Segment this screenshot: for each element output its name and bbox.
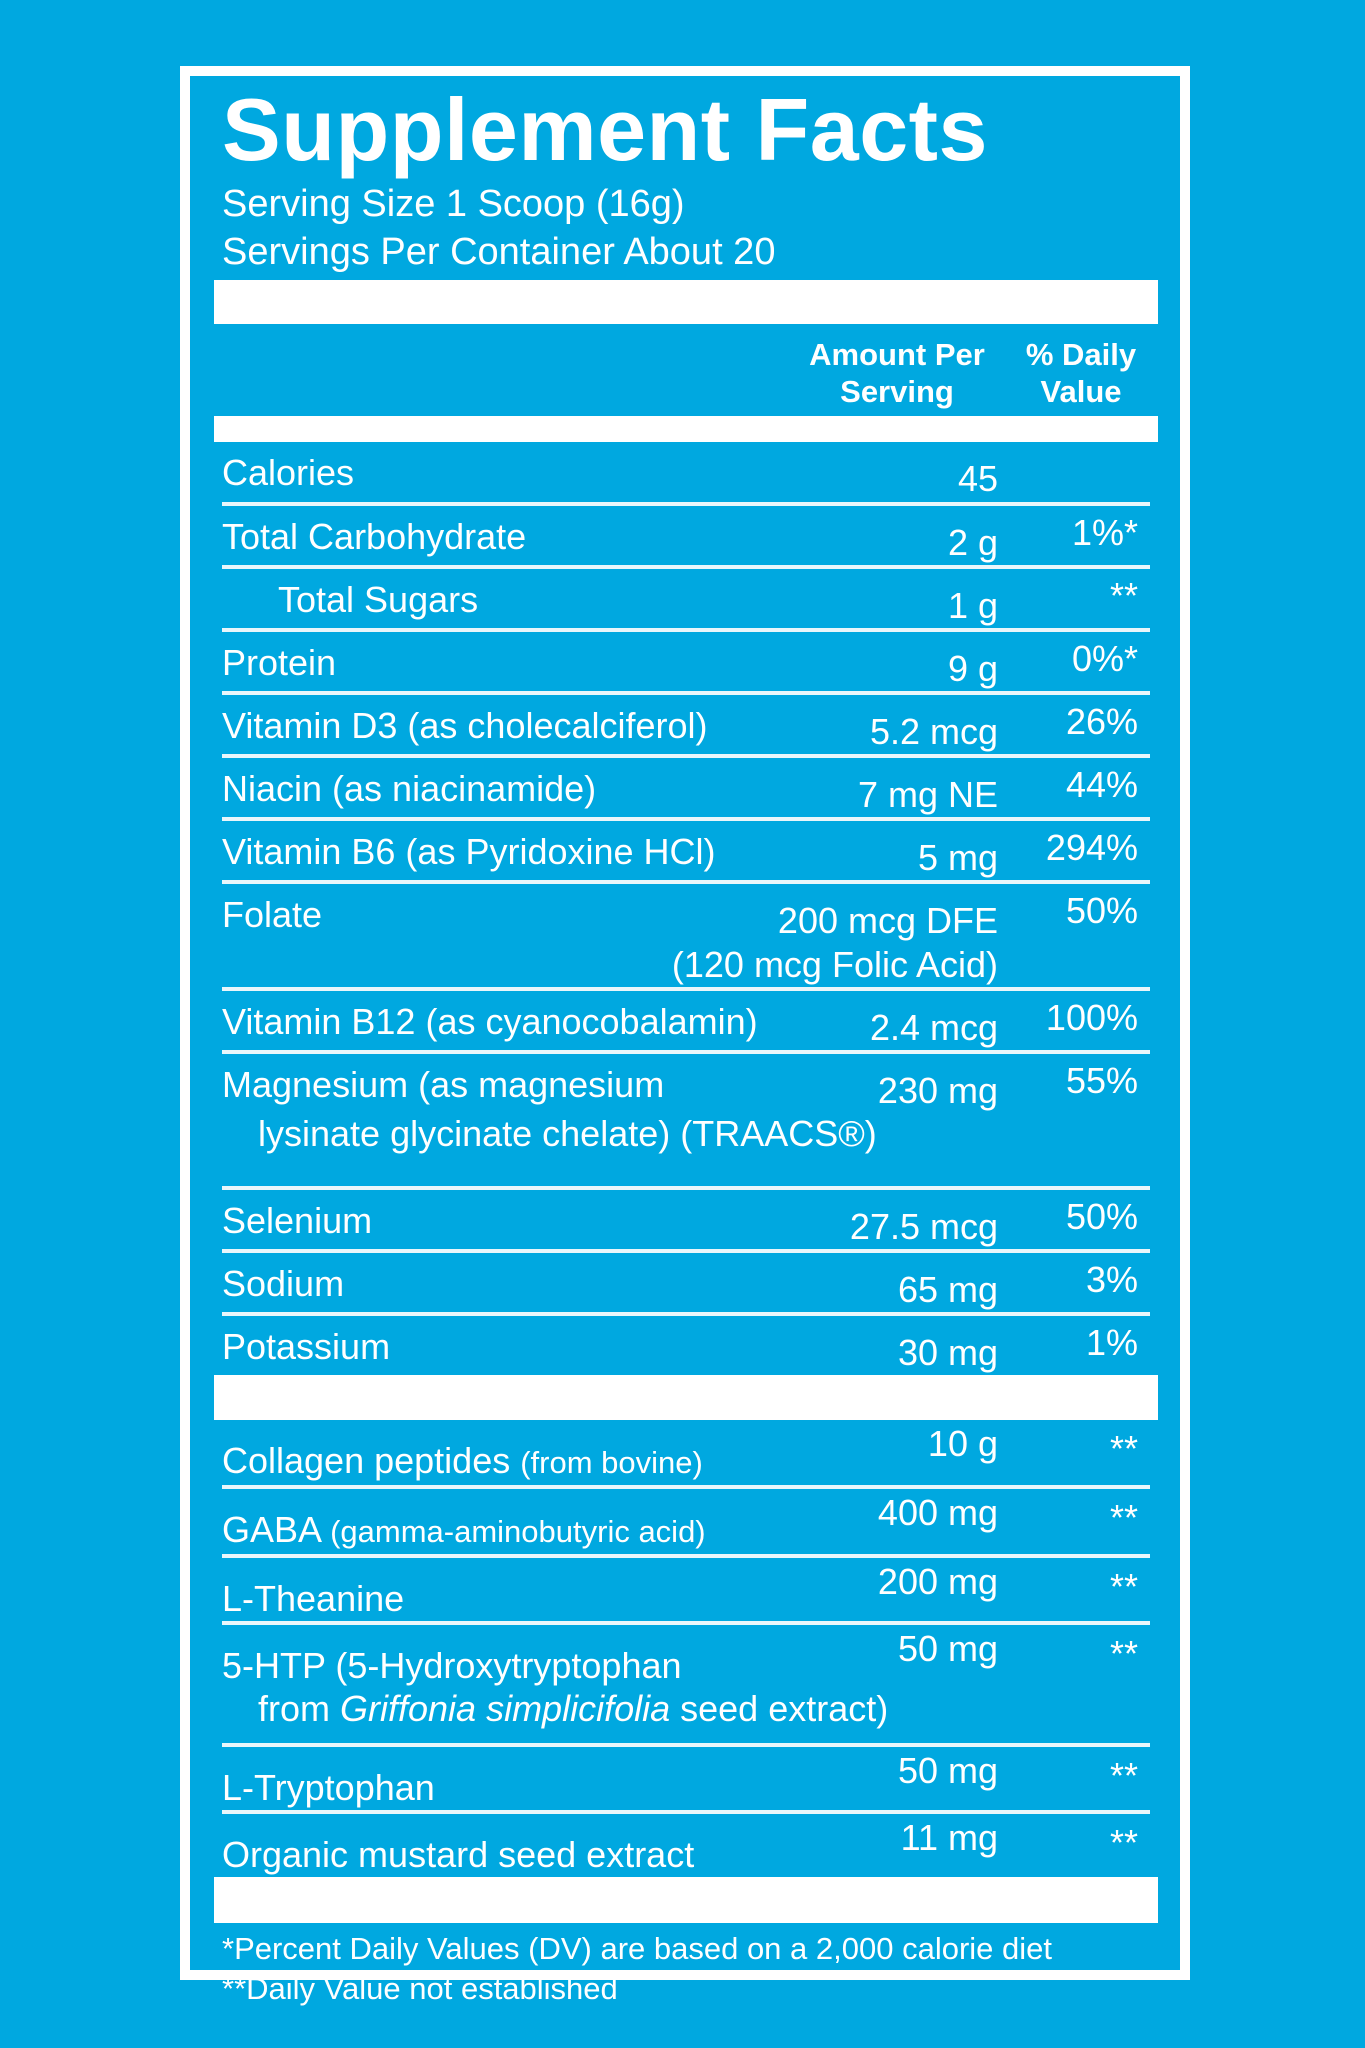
amount-value: 50 mg	[897, 1750, 998, 1791]
nutrient-name-text: L-Tryptophan	[222, 1767, 435, 1808]
amount-value: 11 mg	[900, 1817, 998, 1858]
botanical-row	[222, 1621, 1150, 1743]
daily-value: 1%*	[1071, 512, 1138, 553]
nutrient-row	[222, 754, 1150, 817]
amount-cell	[782, 821, 1012, 880]
nutrient-name	[222, 1625, 782, 1688]
species-name-italic: Griffonia simplicifolia	[340, 1688, 671, 1729]
nutrient-name	[222, 1054, 782, 1113]
nutrient-name-text: Total Carbohydrate	[222, 516, 527, 557]
amount-value: 200 mg	[877, 1561, 998, 1602]
header-spacer	[222, 336, 782, 416]
nutrient-name-text: GABA	[222, 1509, 321, 1550]
nutrient-name-text: Calories	[222, 452, 355, 493]
nutrient-name	[222, 632, 782, 691]
nutrient-name-subtext: (gamma-aminobutyric acid)	[330, 1514, 706, 1549]
nutrient-row	[222, 1249, 1150, 1312]
botanical-row	[222, 1485, 1150, 1554]
amount-cell	[782, 1814, 1012, 1877]
amount-value-line2: (120 mcg Folic Acid)	[671, 944, 998, 985]
nutrient-name	[222, 758, 782, 817]
nutrient-name	[222, 1814, 782, 1877]
nutrient-table	[222, 442, 1150, 1375]
supplement-facts-panel	[180, 66, 1190, 2006]
botanical-row	[222, 1420, 1150, 1485]
nutrient-row	[222, 502, 1150, 565]
amount-value: 65 mg	[897, 1269, 998, 1310]
nutrient-name	[222, 1558, 782, 1621]
nutrient-name-text: Sodium	[222, 1263, 345, 1304]
nutrient-name	[222, 569, 782, 628]
amount-value: 27.5 mcg	[849, 1206, 998, 1247]
daily-value: 3%	[1085, 1259, 1138, 1300]
amount-cell	[782, 1625, 1012, 1688]
amount-cell	[782, 1420, 1012, 1485]
amount-value: 7 mg NE	[857, 774, 998, 815]
amount-value: 30 mg	[897, 1332, 998, 1373]
amount-cell	[782, 1747, 1012, 1810]
amount-value: 50 mg	[897, 1628, 998, 1669]
daily-value: 100%	[1045, 997, 1138, 1038]
amount-value: 5 mg	[917, 837, 998, 878]
dv-header-line2: Value	[1040, 374, 1122, 409]
botanical-row	[222, 1554, 1150, 1621]
daily-value: **	[1109, 1633, 1138, 1674]
amount-cell	[782, 1054, 1012, 1113]
nutrient-name	[222, 1747, 782, 1810]
footnote-not-established: **Daily Value not established	[222, 1971, 618, 2006]
nutrient-name-text: L-Theanine	[222, 1578, 405, 1619]
servings-per-container: Servings Per Container About 20	[222, 231, 776, 273]
nutrient-name	[222, 1420, 782, 1485]
amount-cell	[782, 506, 1012, 565]
name-line2-text: seed extract)	[670, 1688, 889, 1729]
amount-value: 10 g	[927, 1423, 998, 1464]
amount-cell	[782, 758, 1012, 817]
amount-value: 5.2 mcg	[869, 711, 998, 752]
daily-value: **	[1109, 1497, 1138, 1538]
nutrient-name-line2: lysinate glycinate chelate) (TRAACS®)	[258, 1113, 877, 1154]
nutrient-name	[222, 1253, 782, 1312]
nutrient-row	[222, 691, 1150, 754]
divider-bar-middle	[214, 1375, 1158, 1420]
nutrient-name	[222, 821, 782, 880]
nutrient-name-text: 5-HTP (5-Hydroxytryptophan	[222, 1645, 682, 1686]
amount-value: 400 mg	[877, 1492, 998, 1533]
amount-cell	[782, 695, 1012, 754]
nutrient-row	[222, 1312, 1150, 1375]
nutrient-row	[222, 1050, 1150, 1186]
amount-cell	[671, 884, 1012, 987]
amount-header-line2: Serving	[840, 374, 954, 409]
botanical-row	[222, 1810, 1150, 1877]
daily-value: 26%	[1065, 701, 1138, 742]
daily-value: **	[1109, 1566, 1138, 1607]
nutrient-name-text: Vitamin B6 (as Pyridoxine HCl)	[222, 831, 716, 872]
divider-bar-header	[214, 416, 1158, 442]
amount-value: 230 mg	[877, 1070, 998, 1111]
nutrient-name-text: Total Sugars	[278, 579, 479, 620]
amount-cell	[782, 1316, 1012, 1375]
amount-per-serving-header	[782, 336, 1012, 416]
amount-cell	[782, 569, 1012, 628]
nutrient-name	[222, 695, 782, 754]
daily-value: **	[1109, 1822, 1138, 1863]
footnote-daily-values: *Percent Daily Values (DV) are based on a 2,000 calorie diet	[222, 1931, 1052, 1966]
nutrient-name	[222, 1190, 782, 1249]
botanical-row	[222, 1743, 1150, 1810]
daily-value: 44%	[1065, 764, 1138, 805]
name-line2-text: from	[258, 1688, 341, 1729]
daily-value: 55%	[1065, 1060, 1138, 1101]
nutrient-row	[222, 987, 1150, 1050]
daily-value: 294%	[1045, 827, 1138, 868]
nutrient-row	[222, 817, 1150, 880]
amount-value: 200 mcg DFE	[777, 900, 998, 941]
botanical-table	[222, 1420, 1150, 1877]
nutrient-name-text: Organic mustard seed extract	[222, 1834, 695, 1875]
daily-value: **	[1109, 1428, 1138, 1469]
nutrient-row	[222, 880, 1150, 987]
nutrient-name-text: Vitamin B12 (as cyanocobalamin)	[222, 1001, 758, 1042]
nutrient-name	[222, 442, 782, 501]
daily-value: **	[1109, 575, 1138, 616]
divider-bar-top	[214, 280, 1158, 324]
amount-value: 9 g	[947, 648, 998, 689]
amount-value: 2 g	[947, 522, 998, 563]
daily-value: 0%*	[1071, 638, 1138, 679]
nutrient-row	[222, 442, 1150, 502]
amount-cell	[782, 991, 1012, 1050]
column-header-row	[222, 324, 1150, 416]
amount-cell	[782, 1489, 1012, 1554]
nutrient-name-subtext: (from bovine)	[520, 1445, 703, 1480]
nutrient-name-text: Potassium	[222, 1326, 391, 1367]
nutrient-name	[222, 1489, 782, 1554]
nutrient-name	[222, 1316, 782, 1375]
amount-value: 2.4 mcg	[869, 1007, 998, 1048]
amount-cell	[782, 632, 1012, 691]
daily-value	[1012, 442, 1150, 501]
amount-header-line1: Amount Per	[809, 337, 985, 372]
nutrient-name-text: Folate	[222, 894, 323, 935]
amount-cell	[782, 1190, 1012, 1249]
amount-value: 1 g	[947, 585, 998, 626]
nutrient-name	[222, 991, 782, 1050]
nutrient-name-text: Selenium	[222, 1200, 373, 1241]
dv-header-line1: % Daily	[1025, 337, 1137, 372]
footnotes	[222, 1929, 1150, 2009]
amount-value: 45	[957, 458, 998, 499]
daily-value: 1%	[1085, 1322, 1138, 1363]
nutrient-name-text: Vitamin D3 (as cholecalciferol)	[222, 705, 708, 746]
amount-cell	[782, 442, 1012, 501]
nutrient-row	[222, 565, 1150, 628]
nutrient-name-text: Protein	[222, 642, 337, 683]
panel-title: Supplement Facts	[222, 80, 988, 179]
nutrient-name-line2	[222, 1688, 1150, 1730]
divider-bar-bottom	[214, 1877, 1158, 1923]
nutrient-name-text: Collagen peptides	[222, 1440, 511, 1481]
nutrient-name	[222, 506, 782, 565]
nutrient-row	[222, 1186, 1150, 1249]
daily-value: **	[1109, 1755, 1138, 1796]
daily-value-header	[1012, 336, 1150, 416]
nutrient-name-text: Magnesium (as magnesium	[222, 1064, 665, 1105]
nutrient-name-text: Niacin (as niacinamide)	[222, 768, 597, 809]
amount-cell	[782, 1253, 1012, 1312]
nutrient-row	[222, 628, 1150, 691]
amount-cell	[782, 1558, 1012, 1621]
daily-value: 50%	[1065, 1196, 1138, 1237]
serving-size: Serving Size 1 Scoop (16g)	[222, 183, 685, 225]
daily-value: 50%	[1065, 890, 1138, 931]
